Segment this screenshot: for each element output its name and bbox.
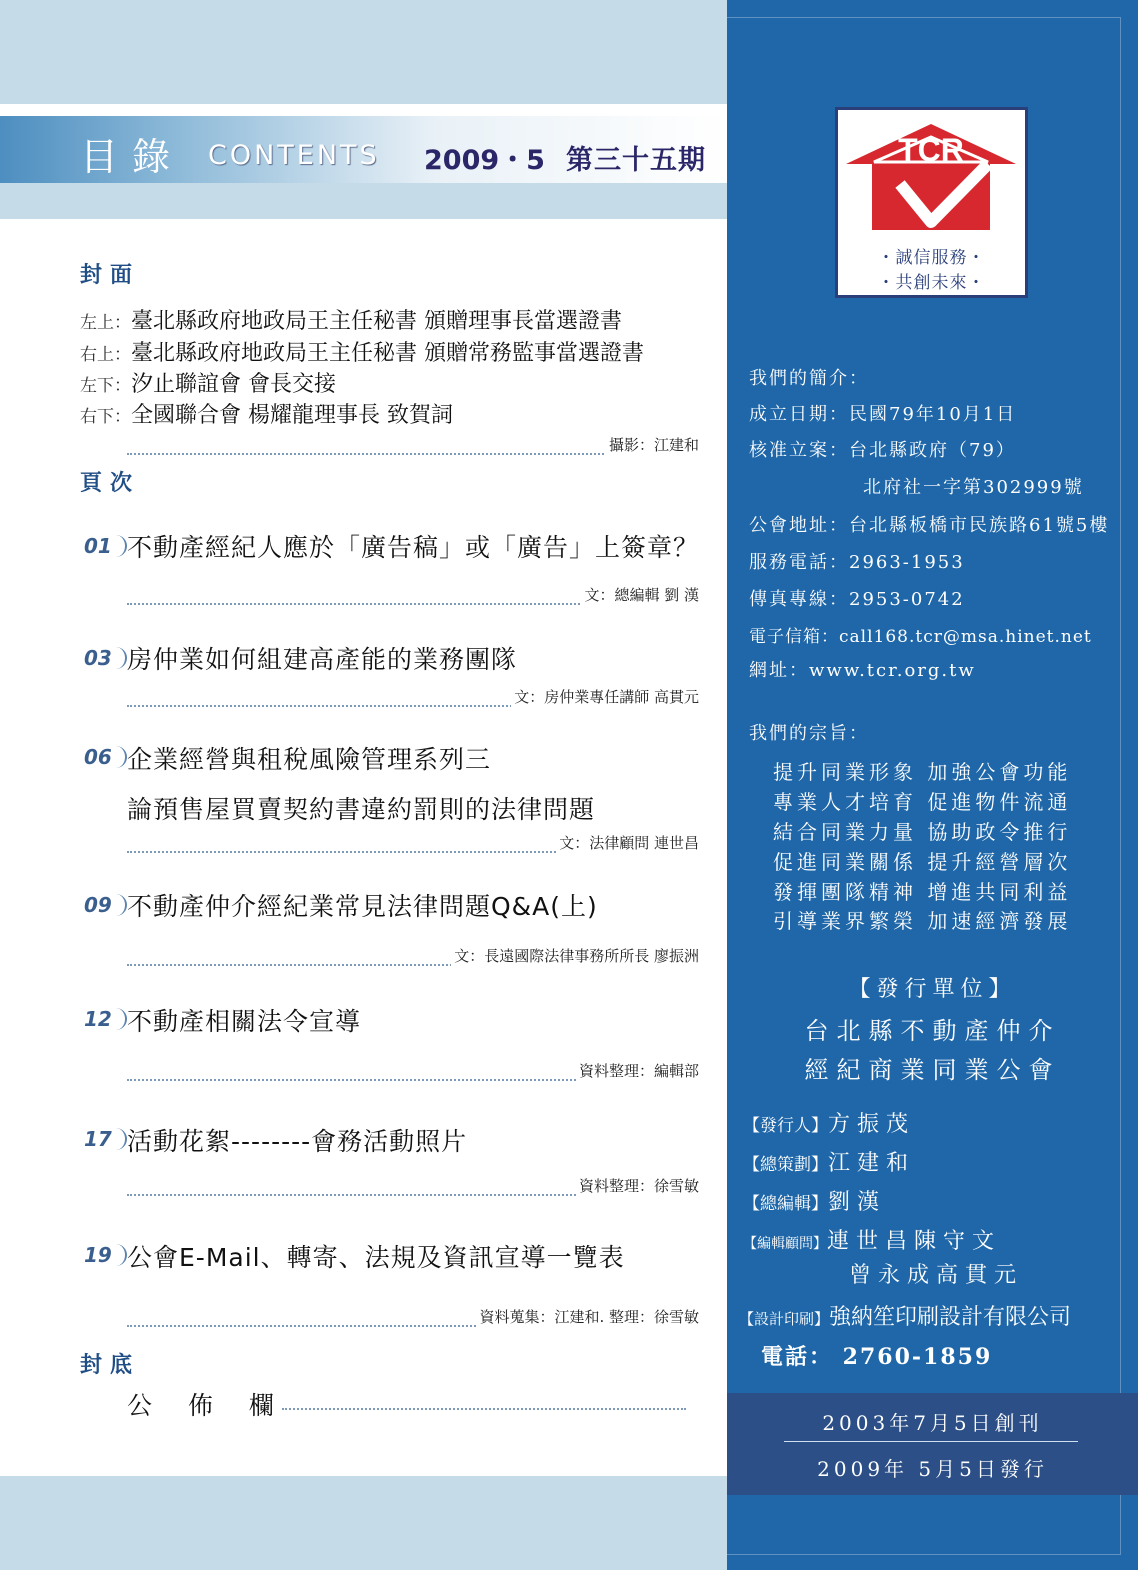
article-credit: 文：長遠國際法律事務所所長 廖振洲 xyxy=(451,945,699,966)
page-number: 03 xyxy=(84,646,127,670)
cover-line: 右上：臺北縣政府地政局王主任秘書 頒贈常務監事當選證書 xyxy=(80,341,644,366)
staff-planner: 【總策劃】江 建 和 xyxy=(743,1151,908,1176)
staff-advisors-2: 曾 永 成 高 貫 元 xyxy=(849,1263,1016,1288)
leader-dots xyxy=(282,1408,686,1410)
mission-line: 促進同業關係 提升經營層次 xyxy=(773,850,1072,874)
article-credit: 資料整理：徐雪敏 xyxy=(576,1175,699,1196)
tcr-emblem-icon xyxy=(838,110,1025,240)
footer-divider xyxy=(784,1441,1078,1442)
article-title[interactable]: 活動花絮--------會務活動照片 xyxy=(127,1127,468,1156)
top-band xyxy=(0,0,727,104)
staff-printer: 【設計印刷】強納笙印刷設計有限公司 xyxy=(739,1305,1072,1330)
founded-issue: 2003年7月5日創刊 xyxy=(822,1411,1043,1435)
fax: 傳真專線：2953-0742 xyxy=(749,589,965,610)
founded-date: 成立日期：民國79年10月1日 xyxy=(749,404,1017,425)
staff-publisher: 【發行人】方 振 茂 xyxy=(743,1112,908,1137)
cover-heading: 封面 xyxy=(80,263,141,288)
page-number: 17 xyxy=(84,1127,127,1151)
tcr-logo xyxy=(835,107,1028,298)
article-credit: 資料整理：編輯部 xyxy=(576,1060,699,1081)
article-title[interactable]: 不動產相關法令宣導 xyxy=(127,1007,362,1036)
article-credit: 文：房仲業專任講師 高貫元 xyxy=(511,686,699,707)
mission-line: 發揮團隊精神 增進共同利益 xyxy=(773,880,1072,904)
publisher-heading: 【發行單位】 xyxy=(848,977,1017,1002)
approval: 核准立案：台北縣政府（79） xyxy=(749,440,1016,461)
publication-footer xyxy=(727,1393,1138,1495)
cover-line: 右下：全國聯合會 楊耀龍理事長 致賀詞 xyxy=(80,403,453,428)
bottom-band xyxy=(0,1476,727,1570)
issue-number: 第三十五期 xyxy=(566,145,706,176)
publisher-name-2: 經紀商業同業公會 xyxy=(804,1056,1061,1084)
logo-slogan-1: ・誠信服務・ xyxy=(877,248,986,268)
title-underband xyxy=(0,183,727,219)
article-credit: 資料蒐集：江建和. 整理：徐雪敏 xyxy=(476,1306,699,1327)
staff-editor: 【總編輯】劉 漢 xyxy=(743,1190,879,1215)
article-title[interactable]: 公會E-Mail、轉寄、法規及資訊宣導一覽表 xyxy=(127,1243,625,1272)
page-title-en: CONTENTS xyxy=(208,140,380,171)
staff-advisors: 【編輯顧問】連 世 昌 陳 守 文 xyxy=(743,1229,994,1254)
article-credit: 文：總編輯 劉 漢 xyxy=(581,584,699,605)
article-title[interactable]: 不動產經紀人應於「廣告稿」或「廣告」上簽章？ xyxy=(127,533,700,562)
article-title[interactable]: 房仲業如何組建高產能的業務團隊 xyxy=(127,645,518,674)
page-number: 19 xyxy=(84,1243,127,1267)
cover-line: 左下：汐止聯誼會 會長交接 xyxy=(80,372,336,397)
approval-number: 北府社一字第302999號 xyxy=(863,477,1084,498)
logo-slogan-2: ・共創未來・ xyxy=(877,273,986,293)
website[interactable]: 網址：www.tcr.org.tw xyxy=(749,660,976,681)
photo-credit: 攝影：江建和 xyxy=(606,434,699,455)
printer-phone: 電話： 2760-1859 xyxy=(761,1344,993,1370)
page-title: 目錄 xyxy=(80,135,185,179)
back-cover-heading: 封底 xyxy=(80,1353,141,1378)
bulletin-board-item[interactable]: 公 佈 欄 xyxy=(127,1391,288,1420)
issue-date: 2009・5 xyxy=(424,145,545,176)
service-phone: 服務電話：2963-1953 xyxy=(749,552,965,573)
article-title[interactable]: 企業經營與租稅風險管理系列三 xyxy=(127,745,492,774)
address: 公會地址：台北縣板橋市民族路61號5樓 xyxy=(749,515,1110,536)
mission-heading: 我們的宗旨： xyxy=(749,723,869,744)
article-subtitle[interactable]: 論預售屋買賣契約書違約罰則的法律問題 xyxy=(127,795,596,824)
mission-line: 專業人才培育 促進物件流通 xyxy=(773,790,1072,814)
cover-line: 左上：臺北縣政府地政局王主任秘書 頒贈理事長當選證書 xyxy=(80,309,622,334)
page-number: 01 xyxy=(84,534,127,558)
article-credit: 文：法律顧問 連世昌 xyxy=(556,832,699,853)
article-title[interactable]: 不動產仲介經紀業常見法律問題Q&A(上) xyxy=(127,892,598,921)
publisher-name-1: 台北縣不動產仲介 xyxy=(804,1017,1061,1045)
mission-line: 提升同業形象 加強公會功能 xyxy=(773,760,1072,784)
pages-heading: 頁次 xyxy=(80,471,141,496)
info-panel xyxy=(727,0,1138,1570)
mission-line: 結合同業力量 協助政令推行 xyxy=(773,820,1072,844)
about-heading: 我們的簡介： xyxy=(749,368,869,389)
page-number: 06 xyxy=(84,745,127,769)
issue-release: 2009年 5月5日發行 xyxy=(817,1457,1048,1481)
page-number: 12 xyxy=(84,1007,127,1031)
page-number: 09 xyxy=(84,893,127,917)
logo-brand: TCR xyxy=(898,132,964,168)
mission-line: 引導業界繁榮 加速經濟發展 xyxy=(773,909,1072,933)
email[interactable]: 電子信箱：call168.tcr@msa.hinet.net xyxy=(749,627,1092,647)
